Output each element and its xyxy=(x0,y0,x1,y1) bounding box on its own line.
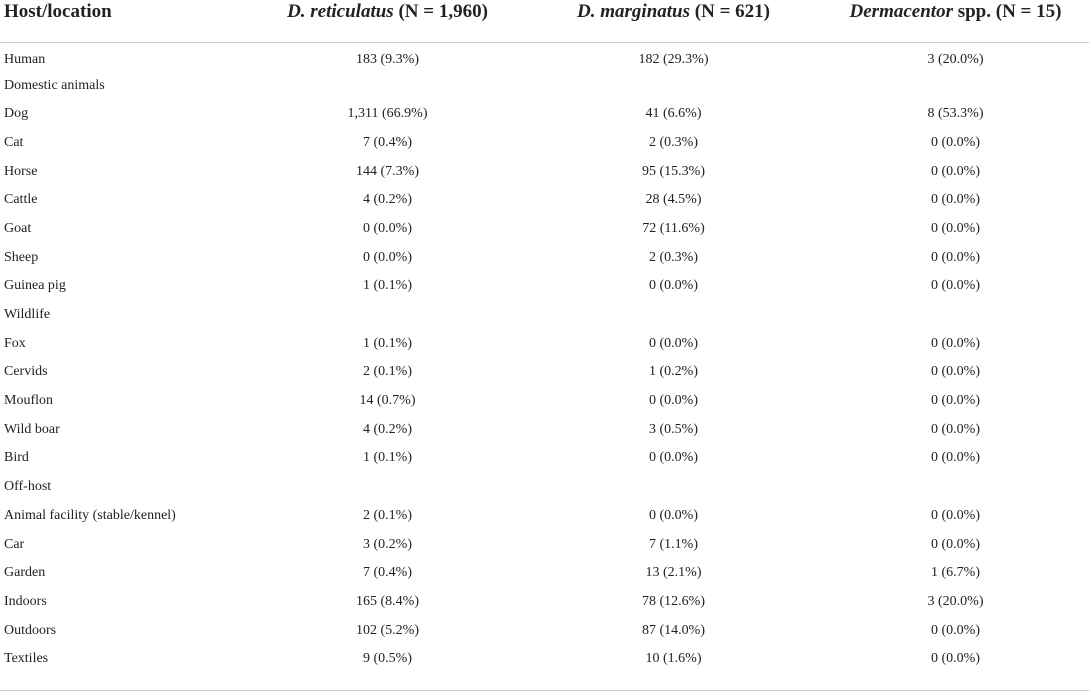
table-row xyxy=(0,559,1089,588)
cell-d-marginatus: 7 (1.1%) xyxy=(649,536,698,552)
cell-dermacentor-spp: 0 (0.0%) xyxy=(931,220,980,236)
cell-d-marginatus: 0 (0.0%) xyxy=(649,450,698,466)
header-dermacentor-n: (N = 15) xyxy=(995,1,1062,22)
header-dermacentor-suffix: spp. xyxy=(952,1,991,22)
cell-d-marginatus: 28 (4.5%) xyxy=(645,192,702,208)
cell-d-reticulatus xyxy=(250,301,525,330)
table-row xyxy=(0,502,1089,531)
cell-d-reticulatus xyxy=(250,71,525,100)
cell-d-reticulatus: 7 (0.4%) xyxy=(363,134,412,150)
cell-d-marginatus: 0 (0.0%) xyxy=(649,507,698,523)
cell-dermacentor-spp: 0 (0.0%) xyxy=(931,134,980,150)
cell-d-reticulatus: 165 (8.4%) xyxy=(356,593,419,609)
row-label: Textiles xyxy=(4,651,49,667)
table-row xyxy=(0,100,1089,129)
row-label: Cat xyxy=(4,134,24,150)
table-row xyxy=(0,129,1089,158)
table-row xyxy=(0,530,1089,559)
row-label: Guinea pig xyxy=(4,278,66,294)
cell-d-marginatus: 0 (0.0%) xyxy=(649,278,698,294)
header-host-location: Host/location xyxy=(0,0,250,43)
cell-d-reticulatus: 2 (0.1%) xyxy=(363,507,412,523)
cell-dermacentor-spp: 0 (0.0%) xyxy=(931,393,980,409)
cell-d-reticulatus: 102 (5.2%) xyxy=(356,622,419,638)
header-d-reticulatus xyxy=(250,0,525,43)
row-label: Human xyxy=(4,52,46,68)
cell-d-marginatus: 87 (14.0%) xyxy=(642,622,705,638)
table-row xyxy=(0,588,1089,617)
cell-d-reticulatus: 2 (0.1%) xyxy=(363,364,412,380)
cell-dermacentor-spp: 0 (0.0%) xyxy=(931,536,980,552)
cell-d-reticulatus xyxy=(250,473,525,502)
cell-d-reticulatus: 7 (0.4%) xyxy=(363,565,412,581)
row-label: Cervids xyxy=(4,364,48,380)
cell-d-reticulatus: 0 (0.0%) xyxy=(363,220,412,236)
cell-d-marginatus: 182 (29.3%) xyxy=(638,52,709,68)
cell-d-reticulatus: 1 (0.1%) xyxy=(363,450,412,466)
table-row xyxy=(0,157,1089,186)
table-row xyxy=(0,358,1089,387)
row-label: Dog xyxy=(4,106,29,122)
cell-d-marginatus: 0 (0.0%) xyxy=(649,393,698,409)
cell-d-marginatus: 72 (11.6%) xyxy=(642,220,705,236)
cell-d-marginatus: 1 (0.2%) xyxy=(649,364,698,380)
table-body xyxy=(0,43,1089,674)
cell-dermacentor-spp: 3 (20.0%) xyxy=(927,52,984,68)
cell-dermacentor-spp: 0 (0.0%) xyxy=(931,651,980,667)
cell-d-marginatus: 3 (0.5%) xyxy=(649,421,698,437)
table-row xyxy=(0,243,1089,272)
table-row xyxy=(0,616,1089,645)
cell-d-reticulatus: 183 (9.3%) xyxy=(356,52,419,68)
cell-dermacentor-spp: 0 (0.0%) xyxy=(931,364,980,380)
cell-dermacentor-spp xyxy=(822,71,1089,100)
header-d-marginatus-species: D. marginatus xyxy=(577,1,691,22)
cell-d-marginatus: 2 (0.3%) xyxy=(649,249,698,265)
cell-d-reticulatus: 4 (0.2%) xyxy=(363,192,412,208)
table-row xyxy=(0,444,1089,473)
cell-d-marginatus: 2 (0.3%) xyxy=(649,134,698,150)
cell-d-reticulatus: 144 (7.3%) xyxy=(356,163,419,179)
table-row xyxy=(0,43,1089,72)
header-row xyxy=(0,0,1089,43)
table-row xyxy=(0,272,1089,301)
row-label: Wildlife xyxy=(4,307,51,323)
row-label: Horse xyxy=(4,163,38,179)
cell-d-marginatus xyxy=(525,301,822,330)
cell-dermacentor-spp: 0 (0.0%) xyxy=(931,278,980,294)
cell-dermacentor-spp xyxy=(822,473,1089,502)
cell-d-marginatus: 41 (6.6%) xyxy=(645,106,702,122)
cell-dermacentor-spp: 8 (53.3%) xyxy=(927,106,984,122)
cell-dermacentor-spp: 0 (0.0%) xyxy=(931,249,980,265)
cell-dermacentor-spp: 0 (0.0%) xyxy=(931,192,980,208)
cell-dermacentor-spp: 0 (0.0%) xyxy=(931,450,980,466)
row-label: Sheep xyxy=(4,249,39,265)
cell-d-marginatus: 13 (2.1%) xyxy=(645,565,702,581)
cell-dermacentor-spp: 0 (0.0%) xyxy=(931,163,980,179)
header-dermacentor-genus: Dermacentor xyxy=(849,1,953,22)
cell-dermacentor-spp: 0 (0.0%) xyxy=(931,622,980,638)
cell-d-marginatus: 95 (15.3%) xyxy=(642,163,705,179)
row-label: Goat xyxy=(4,220,32,236)
row-label: Mouflon xyxy=(4,393,53,409)
table-row xyxy=(0,415,1089,444)
table-row xyxy=(0,301,1089,330)
table-row xyxy=(0,71,1089,100)
header-d-marginatus xyxy=(525,0,822,43)
row-label: Outdoors xyxy=(4,622,57,638)
cell-dermacentor-spp: 0 (0.0%) xyxy=(931,421,980,437)
cell-d-reticulatus: 4 (0.2%) xyxy=(363,421,412,437)
cell-d-marginatus xyxy=(525,71,822,100)
table-row xyxy=(0,645,1089,674)
header-d-marginatus-n: (N = 621) xyxy=(694,1,770,22)
cell-dermacentor-spp: 0 (0.0%) xyxy=(931,335,980,351)
cell-d-reticulatus: 9 (0.5%) xyxy=(363,651,412,667)
cell-d-marginatus xyxy=(525,473,822,502)
bottom-rule xyxy=(0,690,1089,691)
cell-dermacentor-spp: 1 (6.7%) xyxy=(931,565,980,581)
cell-d-reticulatus: 14 (0.7%) xyxy=(359,393,416,409)
table-row xyxy=(0,387,1089,416)
cell-d-marginatus: 78 (12.6%) xyxy=(642,593,705,609)
cell-d-marginatus: 0 (0.0%) xyxy=(649,335,698,351)
table-row xyxy=(0,329,1089,358)
cell-d-reticulatus: 1,311 (66.9%) xyxy=(347,106,428,122)
cell-d-reticulatus: 1 (0.1%) xyxy=(363,335,412,351)
cell-d-reticulatus: 3 (0.2%) xyxy=(363,536,412,552)
table-row xyxy=(0,186,1089,215)
row-label: Garden xyxy=(4,565,46,581)
row-label: Bird xyxy=(4,450,29,466)
cell-d-marginatus: 10 (1.6%) xyxy=(645,651,702,667)
row-label: Cattle xyxy=(4,192,38,208)
table-row xyxy=(0,215,1089,244)
row-label: Car xyxy=(4,536,25,552)
cell-dermacentor-spp: 3 (20.0%) xyxy=(927,593,984,609)
row-label: Domestic animals xyxy=(4,77,105,93)
cell-dermacentor-spp: 0 (0.0%) xyxy=(931,507,980,523)
row-label: Indoors xyxy=(4,593,47,609)
header-d-reticulatus-species: D. reticulatus xyxy=(287,1,394,22)
table-header xyxy=(0,0,1089,43)
cell-d-reticulatus: 1 (0.1%) xyxy=(363,278,412,294)
header-d-reticulatus-n: (N = 1,960) xyxy=(398,1,488,22)
table-row xyxy=(0,473,1089,502)
header-dermacentor-spp xyxy=(822,0,1089,43)
row-label: Animal facility (stable/kennel) xyxy=(4,507,176,523)
row-label: Wild boar xyxy=(4,421,60,437)
row-label: Fox xyxy=(4,335,26,351)
row-label: Off-host xyxy=(4,479,52,495)
cell-dermacentor-spp xyxy=(822,301,1089,330)
cell-d-reticulatus: 0 (0.0%) xyxy=(363,249,412,265)
